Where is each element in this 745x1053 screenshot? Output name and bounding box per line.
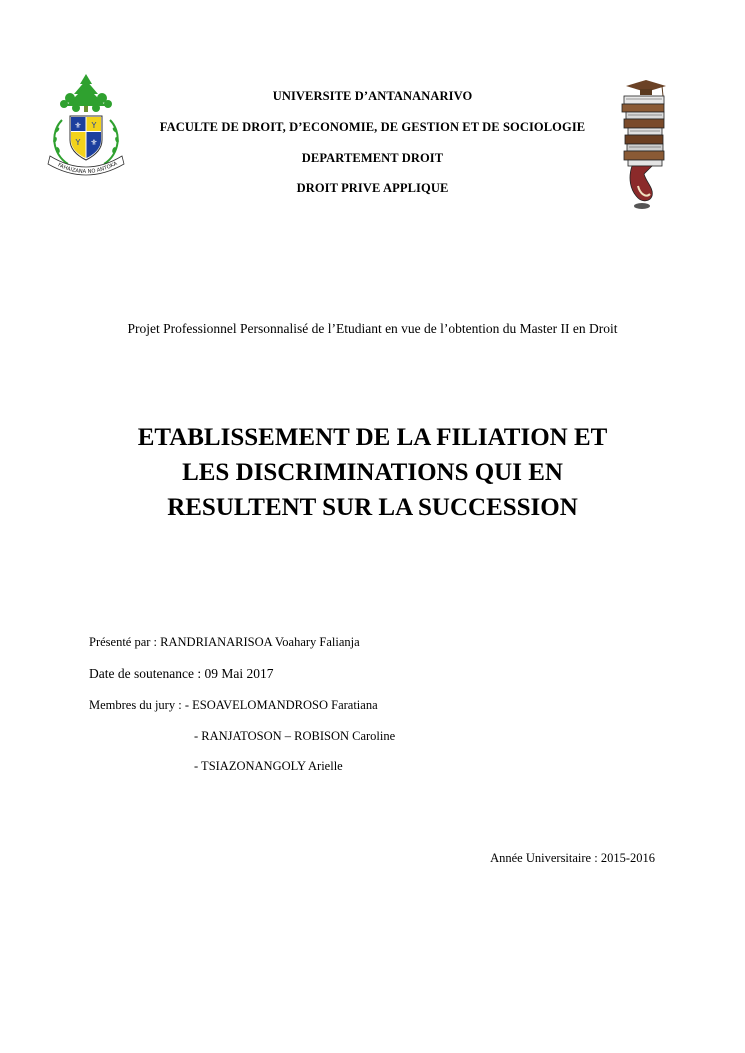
defense-date-line: Date de soutenance : 09 Mai 2017: [89, 666, 274, 681]
seal-motto-text: FAHAIZANA NO ANTOKA: [56, 160, 119, 176]
stacked-books-icon: [616, 78, 672, 218]
faculty-name: FACULTE DE DROIT, D’ECONOMIE, DE GESTION ET DE SOCIOLOGIE: [159, 120, 586, 134]
academic-year: Année Universitaire : 2015-2016: [490, 851, 655, 865]
project-description: Projet Professionnel Personnalisé de l’Etudiant en vue de l’obtention du Master II en Droit: [127, 321, 618, 336]
svg-text:⚜: ⚜: [90, 138, 98, 147]
title-line-1: ETABLISSEMENT DE LA FILIATION ET: [137, 424, 608, 451]
presenter-line: Présenté par : RANDRIANARISOA Voahary Falianja: [89, 635, 360, 649]
university-name: UNIVERSITE D’ANTANANARIVO: [272, 89, 473, 103]
faculty-books-logo: [616, 78, 672, 218]
svg-text:Y: Y: [91, 121, 97, 130]
svg-text:Y: Y: [75, 138, 81, 147]
title-line-3: RESULTENT SUR LA SUCCESSION: [167, 494, 578, 521]
jury-member: - TSIAZONANGOLY Arielle: [194, 759, 343, 773]
jury-label-line: Membres du jury : - ESOAVELOMANDROSO Faratiana: [89, 698, 378, 712]
department-name: DEPARTEMENT DROIT: [301, 151, 444, 165]
university-seal-icon: [40, 72, 132, 184]
university-seal-logo: [40, 72, 132, 184]
thesis-title: [40, 420, 705, 525]
svg-text:⚜: ⚜: [74, 121, 82, 130]
title-line-2: LES DISCRIMINATIONS QUI EN: [182, 459, 563, 486]
specialty-name: DROIT PRIVE APPLIQUE: [296, 181, 449, 195]
jury-member: - RANJATOSON – ROBISON Caroline: [194, 729, 396, 743]
